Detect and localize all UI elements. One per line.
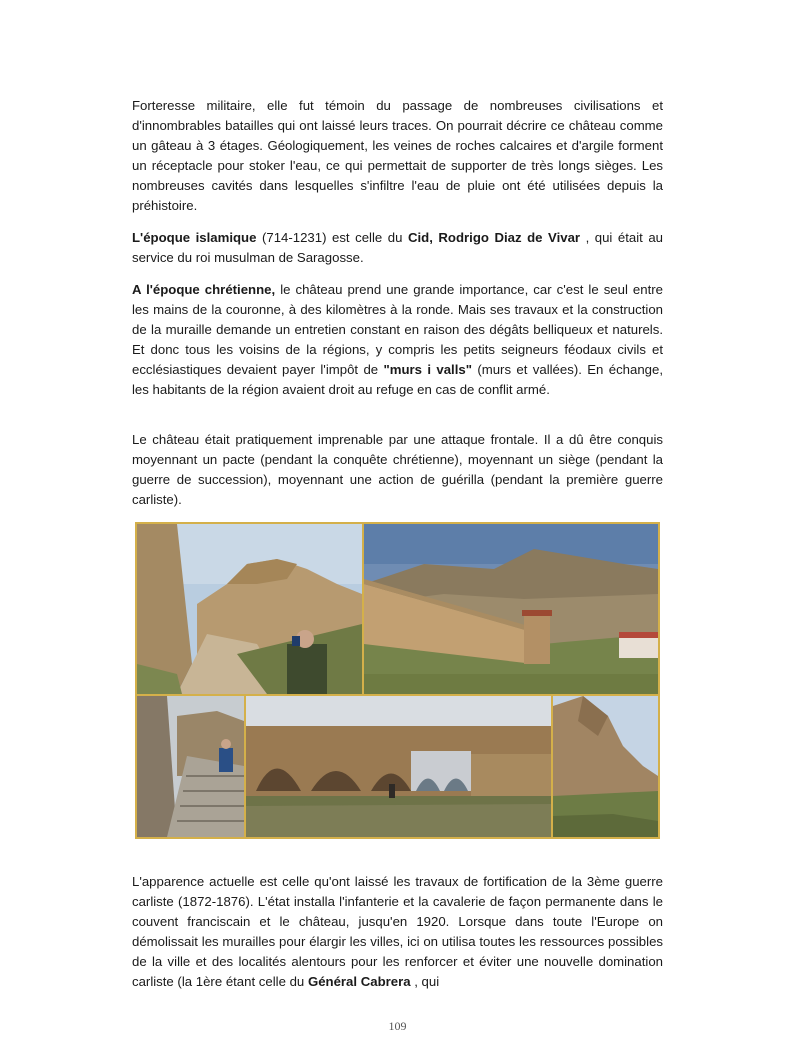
islamic-era-text-1: (714-1231) est celle du: [256, 230, 408, 245]
photo-castle-path: [137, 524, 362, 694]
paragraph-conquest: Le château était pratiquement imprenable par une attaque frontale. Il a dû être conquis moyennant un pacte (pendant la conquête chrétienne), moyennant un siège (pendant la guerre de succession), moyennant une action de guérilla (pendant la première guerre carliste).: [132, 432, 663, 507]
photo-rock-tower: [553, 696, 658, 837]
christian-era-heading: A l'époque chrétienne,: [132, 282, 276, 297]
christian-era-text-1: le château prend une grande importance, car c'est le seul entre les mains de la couronne, à des kilomètres à la ronde. Mais ses travaux et la construction de la muraille demande un entretien constant en raison des dégâts belliqueux et naturels. Et donc tous les voisins de la régions, y compris les petits seigneurs féodaux civils et ecclésiastiques devaient payer l'impôt de: [132, 282, 663, 377]
paragraph-intro: Forteresse militaire, elle fut témoin du passage de nombreuses civilisations et d'innombrables batailles qui ont laissé leurs traces. On pourrait décrire ce château comme un gâteau à 3 étages. Géologiquement, les veines de roches calcaires et d'argile forment un réceptacle pour stoker l'eau, ce qui permettait de supporter de très longs sièges. Les nombreuses cavités dans lesquelles s'infiltre l'eau de pluie ont été utilisées depuis la préhistoire.: [132, 98, 663, 213]
photo-rampart-wall: [364, 524, 658, 694]
current-appearance-text-1: L'apparence actuelle est celle qu'ont laissé les travaux de fortification de la 3ème guerre carliste (1872-1876). L'état installa l'infanterie et la cavalerie de façon permanente dans le couvent franciscain et le château, jusqu'en 1920. Lorsque dans toute l'Europe on démolissait les murailles pour élargir les villes, ici on utilisa toutes les ressources possibles de la ville et des localités alentours pour les renforcer et éviter une nouvelle domination carliste (la 1ère étant celle du: [132, 874, 663, 989]
islamic-era-heading: L'époque islamique: [132, 230, 257, 245]
christian-era-text-2: (murs et vallées). En échange, les habitants de la région avaient droit au refuge en cas de conflit armé.: [132, 362, 663, 397]
paragraph-christian-era: [132, 280, 663, 400]
murs-i-valls-term: "murs i valls": [383, 362, 472, 377]
cid-name: Cid, Rodrigo Diaz de Vivar: [407, 230, 581, 245]
general-cabrera-name: Général Cabrera: [307, 974, 411, 989]
photo-collage: [135, 522, 660, 839]
photo-arches-courtyard: [246, 696, 551, 837]
page-number: 109: [388, 1019, 407, 1033]
islamic-era-text-2: , qui était au service du roi musulman de Saragosse.: [132, 230, 664, 265]
photo-stairs: [137, 696, 244, 837]
paragraph-current-appearance: [132, 872, 663, 992]
current-appearance-text-2: , qui: [410, 974, 440, 989]
paragraph-islamic-era: [132, 228, 663, 268]
